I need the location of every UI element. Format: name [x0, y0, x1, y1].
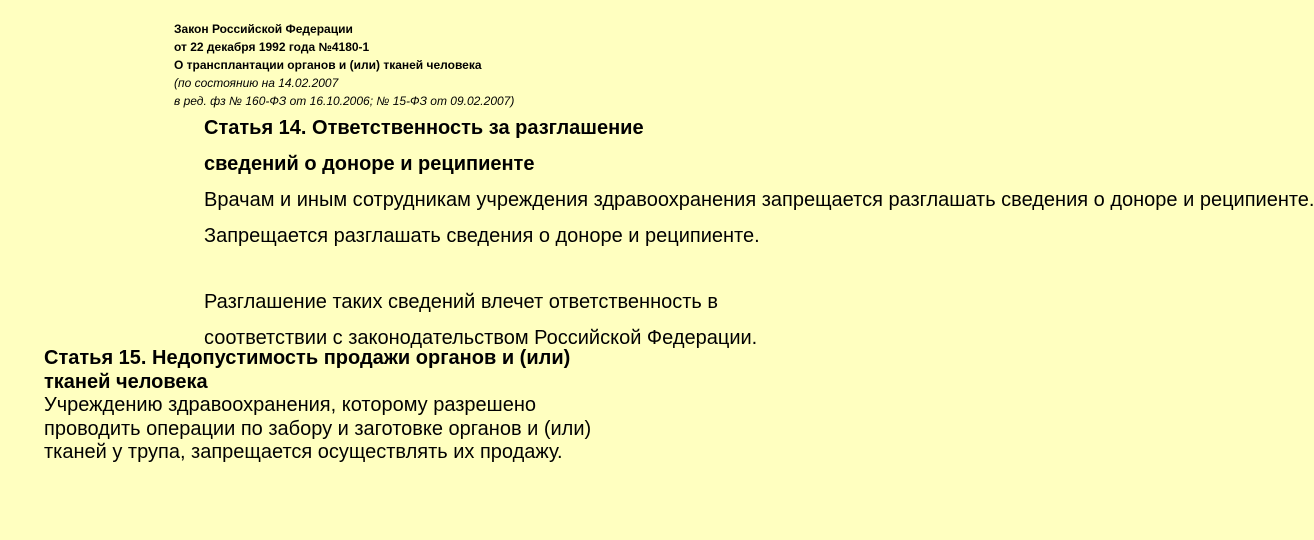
article-14-heading-line2: сведений о доноре и реципиенте — [204, 153, 535, 175]
law-date: от 22 декабря 1992 года №4180-1 — [174, 40, 370, 54]
article-15-body-line3: тканей у трупа, запрещается осуществлять их продажу. — [44, 441, 563, 463]
law-edition: в ред. фз № 160-ФЗ от 16.10.2006; № 15-ФЗ от 09.02.2007) — [174, 94, 515, 108]
article-14-paragraph-1: Врачам и иным сотрудникам учреждения здравоохранения запрещается разглашать сведения о доноре и реципиенте. — [204, 189, 1314, 211]
article-15-heading-line1: Статья 15. Недопустимость продажи органов и (или) — [44, 347, 571, 369]
article-15-heading-line2: тканей человека — [44, 370, 208, 393]
article-14-paragraph-3-line1: Разглашение таких сведений влечет ответственность в — [204, 291, 719, 313]
law-status: (по состоянию на 14.02.2007 — [174, 76, 339, 90]
law-subject: О трансплантации органов и (или) тканей человека — [174, 58, 482, 72]
article-14-paragraph-3-line2: соответствии с законодательством Российской Федерации. — [204, 327, 758, 349]
article-15-body-line2: проводить операции по забору и заготовке органов и (или) — [44, 417, 592, 440]
article-14-heading-line1: Статья 14. Ответственность за разглашение — [204, 117, 644, 139]
law-header — [174, 20, 514, 110]
article-15 — [44, 347, 591, 465]
article-15-body-line1: Учреждению здравоохранения, которому разрешено — [44, 394, 537, 416]
article-14 — [204, 116, 1314, 356]
article-14-paragraph-2: Запрещается разглашать сведения о доноре и реципиенте. — [204, 225, 760, 247]
law-title: Закон Российской Федерации — [174, 22, 353, 36]
